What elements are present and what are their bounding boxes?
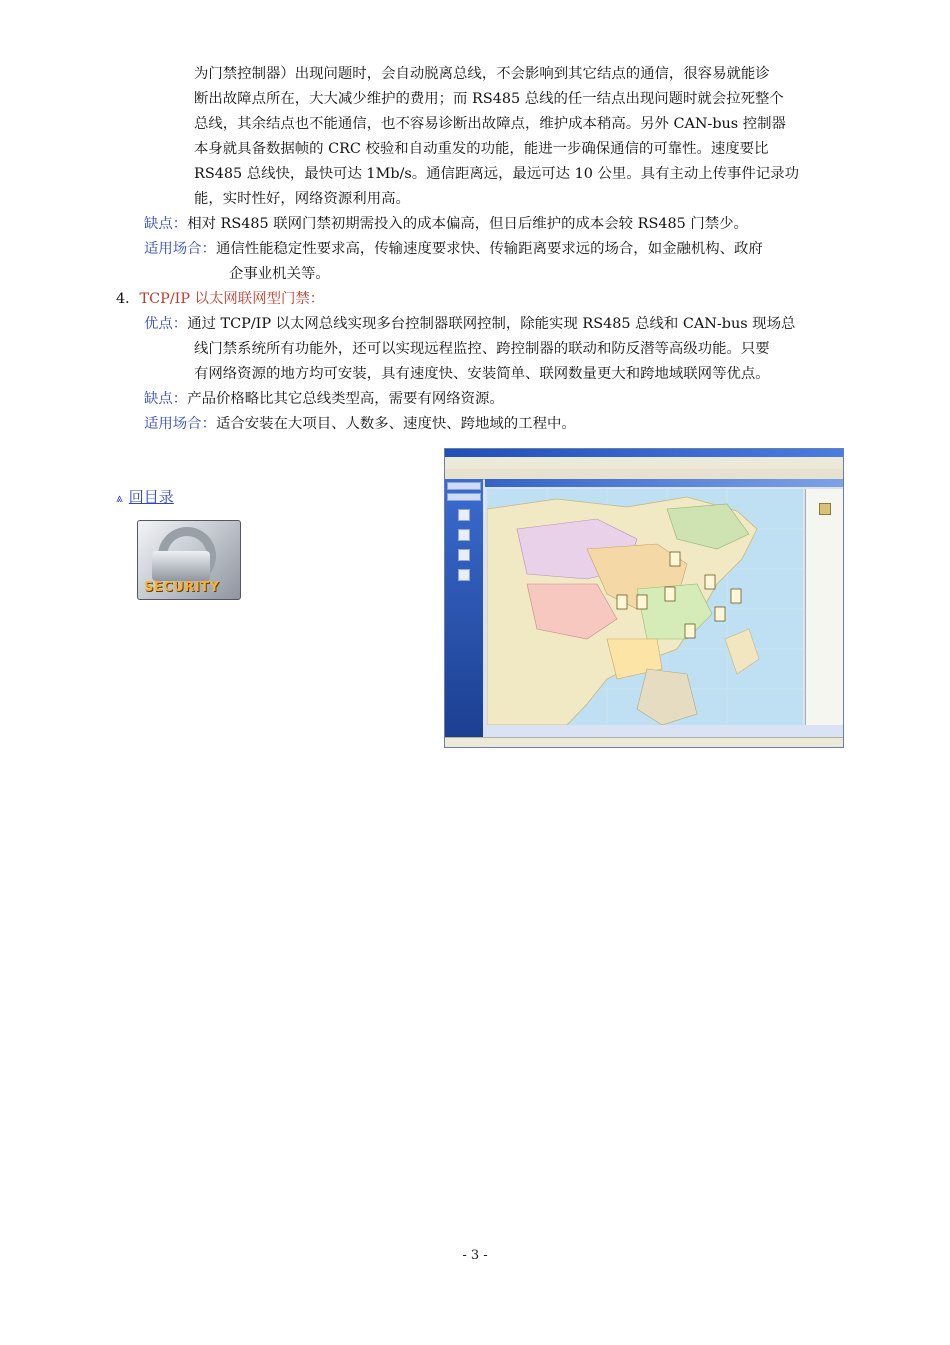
back-to-contents-link[interactable]	[116, 486, 174, 507]
logo-text: SECURITY	[144, 580, 220, 595]
tcp-pros	[144, 312, 795, 337]
cons-text: 产品价格略比其它总线类型高，需要有网络资源。	[187, 391, 504, 407]
pros-text: 通过 TCP/IP 以太网总线实现多台控制器联网控制，除能实现 RS485 总线和 CAN-bus 现场总	[187, 316, 796, 332]
scene-text-cont: 企事业机关等。	[229, 266, 330, 282]
can-cons	[144, 212, 748, 237]
sidebar-icon	[458, 509, 470, 521]
section-heading	[116, 287, 324, 312]
security-logo	[137, 520, 241, 600]
right-panel	[805, 489, 844, 725]
panel-header	[485, 479, 843, 487]
paragraph-line: 为门禁控制器）出现问题时，会自动脱离总线，不会影响到其它结点的通信，很容易就能诊	[194, 66, 770, 82]
map-graphic	[487, 489, 803, 725]
pros-label: 优点：	[144, 316, 188, 332]
section-title: TCP/IP 以太网联网型门禁：	[139, 291, 325, 307]
software-screenshot	[444, 448, 844, 748]
window-titlebar	[445, 449, 843, 457]
sidebar-icon	[458, 529, 470, 541]
paragraph-line: RS485 总线快，最快可达 1Mb/s。通信距离远，最远可达 10 公里。具有主动上传事件记录功	[194, 166, 799, 182]
lock-icon	[152, 551, 210, 581]
window-menubar	[445, 457, 843, 469]
can-scene	[144, 237, 763, 262]
tcp-scene	[144, 412, 576, 437]
paragraph-line: 断出故障点所在，大大减少维护的费用；而 RS485 总线的任一结点出现问题时就会拉死整个	[194, 91, 784, 107]
sidebar-icon	[458, 569, 470, 581]
window-statusbar	[445, 737, 843, 748]
paragraph-line: 总线，其余结点也不能通信，也不容易诊断出故障点，维护成本稍高。另外 CAN-bus 控制器	[194, 116, 786, 132]
cons-text: 相对 RS485 联网门禁初期需投入的成本偏高，但日后维护的成本会较 RS485 门禁少。	[187, 216, 748, 232]
scene-label: 适用场合：	[144, 241, 216, 257]
scene-text: 通信性能稳定性要求高，传输速度要求快、传输距离要求远的场合，如金融机构、政府	[215, 241, 763, 257]
scene-label: 适用场合：	[144, 416, 216, 432]
paragraph-line: 本身就具备数据帧的 CRC 校验和自动重发的功能，能进一步确保通信的可靠性。速度要比	[194, 141, 769, 157]
panel-icon	[819, 503, 831, 515]
back-link-label: 回目录	[128, 488, 174, 506]
section-number: 4．	[116, 291, 140, 307]
cons-label: 缺点：	[144, 216, 188, 232]
pros-text-cont: 有网络资源的地方均可安装，具有速度快、安装简单、联网数量更大和跨地域联网等优点。	[194, 366, 770, 382]
up-arrow-icon: ⩓	[116, 491, 123, 505]
tcp-cons	[144, 387, 504, 412]
sidebar-icon	[458, 549, 470, 561]
page-number: - 3 -	[462, 1248, 488, 1263]
pros-text-cont: 线门禁系统所有功能外，还可以实现远程监控、跨控制器的联动和防反潜等高级功能。只要	[194, 341, 770, 357]
china-map	[487, 489, 803, 725]
window-sidebar	[445, 479, 483, 737]
paragraph-line: 能，实时性好，网络资源利用高。	[194, 191, 410, 207]
scene-text: 适合安装在大项目、人数多、速度快、跨地域的工程中。	[215, 416, 576, 432]
cons-label: 缺点：	[144, 391, 188, 407]
